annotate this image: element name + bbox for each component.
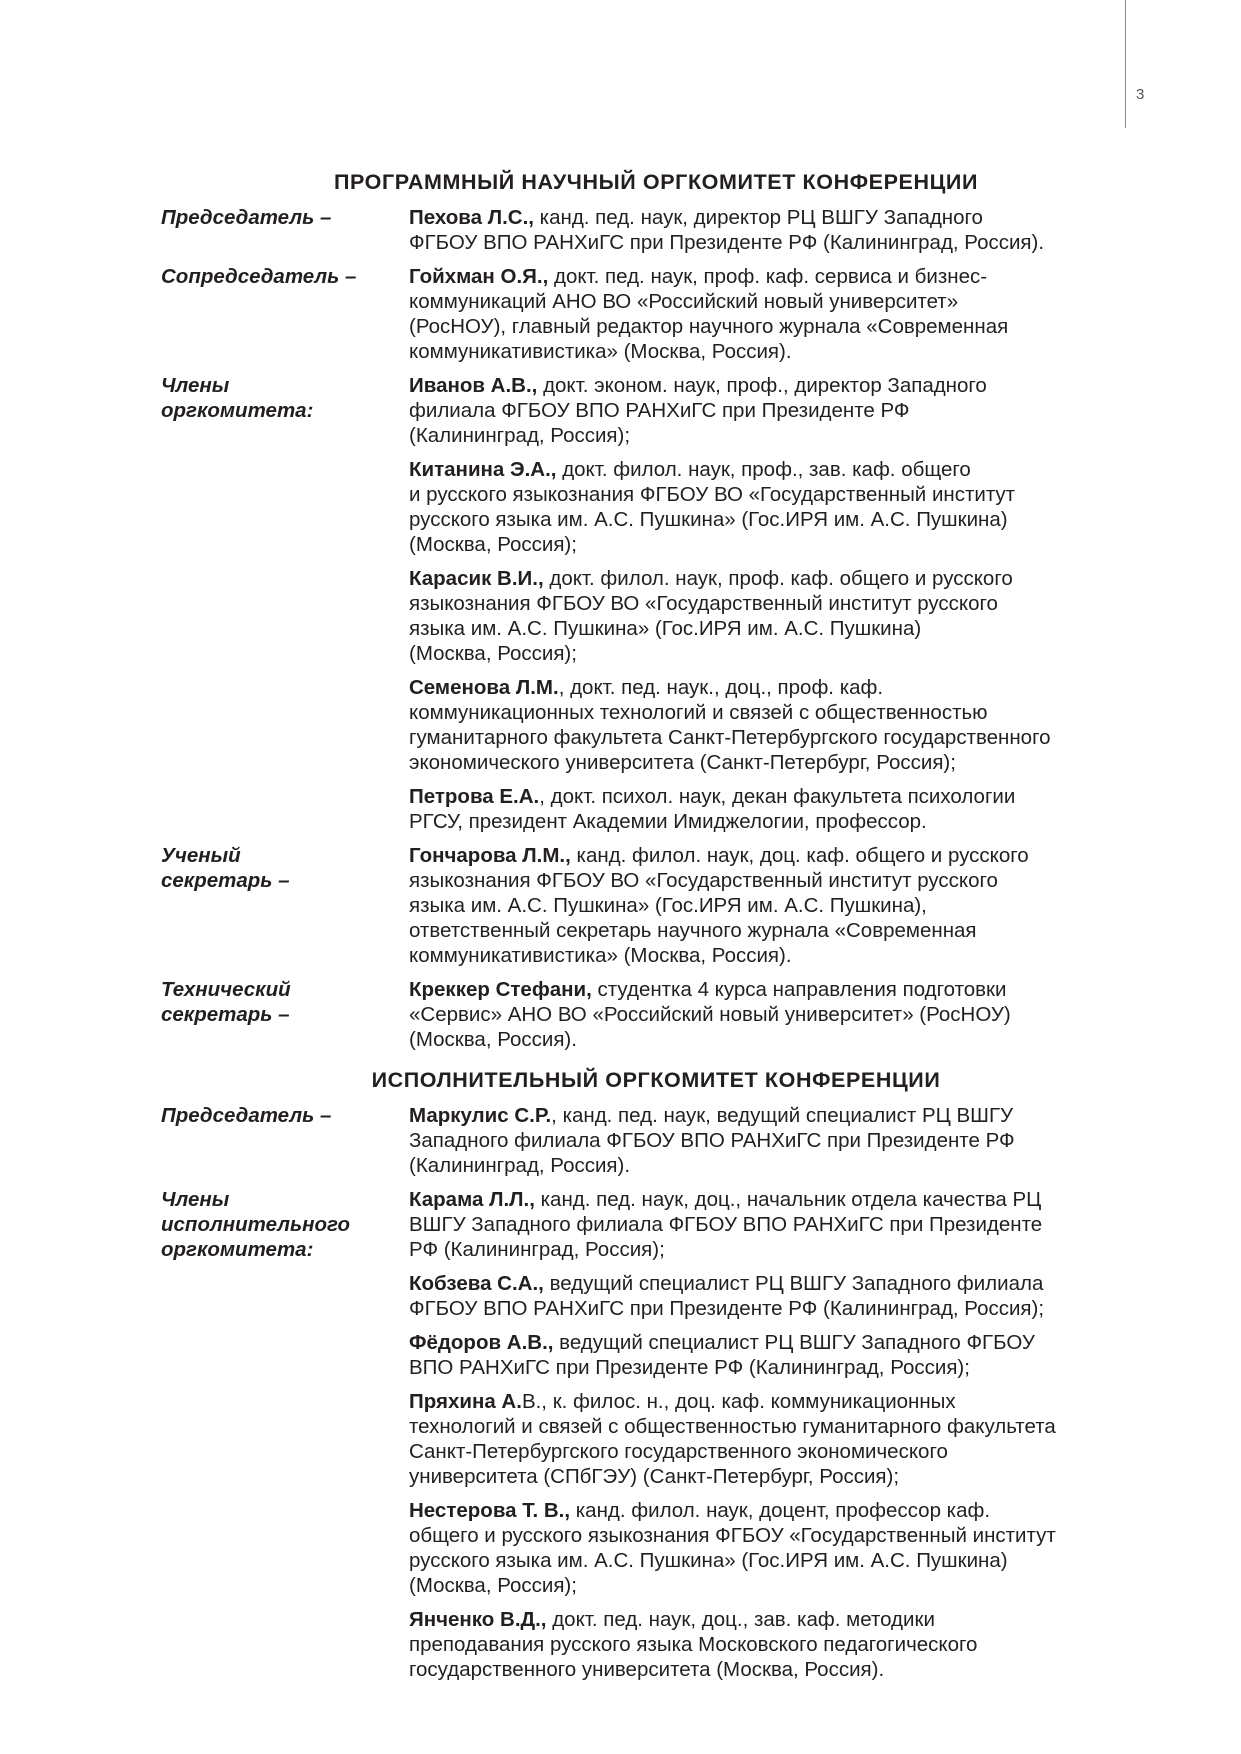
person-entry [409,784,1121,834]
people-list [409,1103,1121,1178]
person-name: Гойхман О.Я., [409,265,549,288]
person-entry [409,566,1121,666]
person-name: Нестерова Т. В., [409,1499,571,1522]
person-description: ведущий специалист РЦ ВШГУ Западного ФГБОУ ВПО РАНХиГС при Президенте РФ (Калининград, Россия); [409,1331,1035,1379]
role-label: Технический секретарь – [161,978,291,1026]
people-list [409,977,1121,1052]
person-description: докт. филол. наук, проф. каф. общего и русского языкознания ФГБОУ ВО «Государственный институт русского языка им. А.С. Пушкина» (Гос.ИРЯ им. А.С. Пушкина) (Москва, Россия); [409,567,1013,665]
role-label: Члены оргкомитета: [161,374,314,422]
person-name: Иванов А.В., [409,374,538,397]
person-description: докт. филол. наук, проф., зав. каф. общего и русского языкознания ФГБОУ ВО «Государственный институт русского языка им. А.С. Пушкина» (Гос.ИРЯ им. А.С. Пушкина) (Москва, Россия); [409,458,1016,556]
person-entry [409,1498,1121,1598]
person-description: канд. филол. наук, доц. каф. общего и русского языкознания ФГБОУ ВО «Государственный институт русского языка им. А.С. Пушкина» (Гос.ИРЯ им. А.С. Пушкина), ответственный секретарь научного журнала «Современная коммуникативистика» (Москва, Россия). [409,844,1029,967]
person-name: Карама Л.Л., [409,1188,535,1211]
document-body [161,170,1121,1691]
person-name: Янченко В.Д., [409,1608,547,1631]
person-name: Креккер Стефани, [409,978,592,1001]
person-entry [409,1271,1121,1321]
person-name: Пехова Л.С., [409,206,534,229]
person-description: канд. пед. наук, доц., начальник отдела качества РЦ ВШГУ Западного филиала ФГБОУ ВПО РАНХиГС при Президенте РФ (Калининград, Россия); [409,1188,1043,1261]
people-list [409,1187,1121,1682]
person-name: Семенова Л.М. [409,676,559,699]
role-label: Сопредседатель – [161,265,357,288]
person-description: докт. эконом. наук, проф., директор Западного филиала ФГБОУ ВПО РАНХиГС при Президенте РФ (Калининград, Россия); [409,374,987,447]
person-description: ведущий специалист РЦ ВШГУ Западного филиала ФГБОУ ВПО РАНХиГС при Президенте РФ (Калининград, Россия); [409,1272,1045,1320]
committee-entry [161,205,1121,255]
header-rule [1125,0,1126,128]
person-name: Кобзева С.А., [409,1272,544,1295]
committee-entry [161,264,1121,364]
person-name: Петрова Е.А. [409,785,540,808]
committee-entry [161,1103,1121,1178]
person-entry [409,977,1121,1052]
person-description: , докт. психол. наук, декан факультета психологии РГСУ, президент Академии Имиджелогии, профессор. [409,785,1016,833]
people-list [409,843,1121,968]
person-description: В., к. филос. н., доц. каф. коммуникационных технологий и связей с общественностью гуманитарного факультета Санкт-Петербургского государственного экономического университета (СПбГЭУ) (Санкт-Петербург, Россия); [409,1390,1056,1488]
person-name: Карасик В.И., [409,567,544,590]
committee-entry [161,373,1121,834]
person-name: Маркулис С.Р. [409,1104,552,1127]
committee-entry [161,1187,1121,1682]
committee-entry [161,977,1121,1052]
person-entry [409,205,1121,255]
person-entry [409,675,1121,775]
person-entry [409,1389,1121,1489]
person-entry [409,1607,1121,1682]
section-title: ПРОГРАММНЫЙ НАУЧНЫЙ ОРГКОМИТЕТ КОНФЕРЕНЦИИ [333,170,979,194]
person-description: , канд. пед. наук, ведущий специалист РЦ ВШГУ Западного филиала ФГБОУ ВПО РАНХиГС при Президенте РФ (Калининград, Россия). [409,1104,1015,1177]
person-name: Фёдоров А.В., [409,1331,554,1354]
committee-entry [161,843,1121,968]
person-entry [409,373,1121,448]
person-entry [409,1187,1121,1262]
page-number: 3 [1136,86,1145,103]
person-description: канд. филол. наук, доцент, профессор каф. общего и русского языкознания ФГБОУ «Государственный институт русского языка им. А.С. Пушкина» (Гос.ИРЯ им. А.С. Пушкина) (Москва, Россия); [409,1499,1056,1597]
person-description: студентка 4 курса направления подготовки «Сервис» АНО ВО «Российский новый университет» (РосНОУ) (Москва, Россия). [409,978,1011,1051]
role-label: Председатель – [161,206,332,229]
person-name: Китанина Э.А., [409,458,557,481]
people-list [409,373,1121,834]
person-entry [409,843,1121,968]
people-list [409,264,1121,364]
person-entry [409,457,1121,557]
person-entry [409,264,1121,364]
role-label: Члены исполнительного оргкомитета: [161,1188,351,1261]
person-description: , докт. пед. наук., доц., проф. каф. коммуникационных технологий и связей с общественностью гуманитарного факультета Санкт-Петербургского государственного экономического университета (Санкт-Петербург, Россия); [409,676,1051,774]
role-label: Председатель – [161,1104,332,1127]
person-description: докт. пед. наук, доц., зав. каф. методики преподавания русского языка Московского педагогического государственного университета (Москва, Россия). [409,1608,978,1681]
role-label: Ученый секретарь – [161,844,290,892]
person-name: Гончарова Л.М., [409,844,571,867]
person-description: докт. пед. наук, проф. каф. сервиса и бизнес- коммуникаций АНО ВО «Российский новый университет» (РосНОУ), главный редактор научного журнала «Современная коммуникативистика» (Москва, Россия). [409,265,1009,363]
person-name: Пряхина А. [409,1390,522,1413]
person-entry [409,1330,1121,1380]
section-title: ИСПОЛНИТЕЛЬНЫЙ ОРГКОМИТЕТ КОНФЕРЕНЦИИ [371,1068,941,1092]
people-list [409,205,1121,255]
person-entry [409,1103,1121,1178]
person-description: канд. пед. наук, директор РЦ ВШГУ Западного ФГБОУ ВПО РАНХиГС при Президенте РФ (Калининград, Россия). [409,206,1045,254]
